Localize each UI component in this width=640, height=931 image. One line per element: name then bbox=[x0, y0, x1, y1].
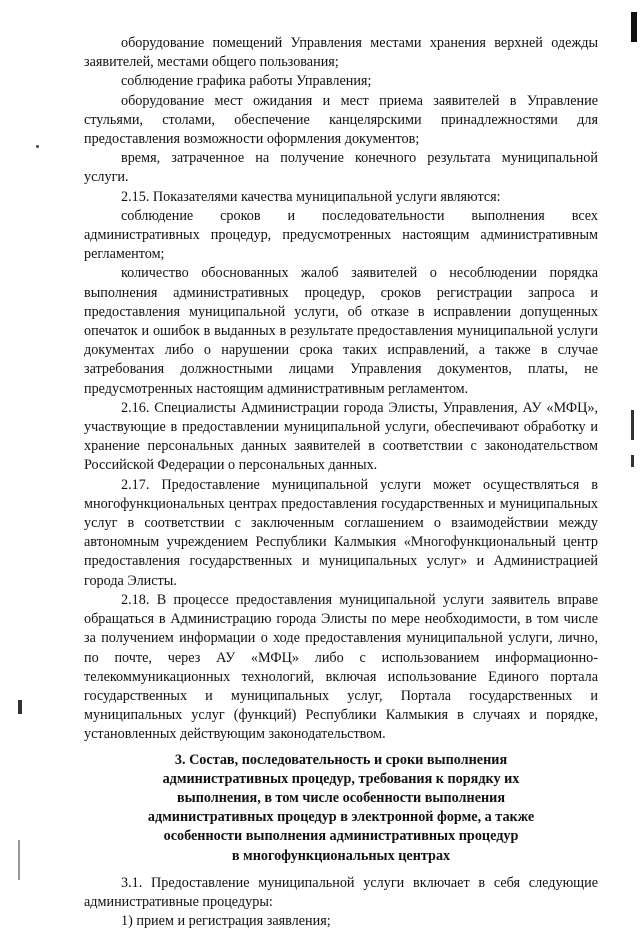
paragraph: время, затраченное на получение конечного результата муниципальной услуги. bbox=[84, 150, 598, 186]
paragraph: соблюдение графика работы Управления; bbox=[121, 73, 372, 90]
scan-speck bbox=[36, 145, 39, 148]
paragraph-group-top bbox=[84, 34, 598, 745]
heading-line: 3. Состав, последовательность и сроки выполнения bbox=[174, 751, 508, 768]
scan-edge-mark bbox=[631, 410, 634, 440]
paragraph: количество обоснованных жалоб заявителей о несоблюдении порядка выполнения административных процедур, сроков регистрации запроса и предоставления муниципальной услуги, об отказе в исправлении допущенных опечаток и ошибок в выданных в результате предоставления муниципальной услуги документах либо о нарушении срока таких исправлений, а также в случае затребования должностными лицами Управления документов, платы, не предусмотренных настоящим административным регламентом. bbox=[84, 265, 598, 397]
paragraph: соблюдение сроков и последовательности выполнения всех административных процедур, предусмотренных настоящим административным регламентом; bbox=[84, 207, 598, 263]
scan-edge-mark bbox=[631, 455, 634, 467]
heading-line: особенности выполнения административных процедур bbox=[163, 828, 519, 845]
paragraph: оборудование мест ожидания и мест приема заявителей в Управление стульями, столами, обеспечение канцелярскими принадлежностями для предоставления возможности оформления документов; bbox=[84, 92, 598, 148]
heading-line: административных процедур в электронной форме, а также bbox=[147, 809, 535, 826]
document-page bbox=[84, 34, 598, 931]
paragraph: 3.1. Предоставление муниципальной услуги включает в себя следующие административные процедуры: bbox=[84, 874, 598, 910]
paragraph: 2.16. Специалисты Администрации города Элисты, Управления, АУ «МФЦ», участвующие в предоставлении муниципальной услуги, обеспечивают обработку и хранение персональных данных заявителей в соответствии с законодательством Российской Федерации о персональных данных. bbox=[84, 399, 598, 474]
section-heading bbox=[84, 751, 598, 866]
paragraph-group-bottom bbox=[84, 874, 598, 931]
heading-line: выполнения, в том числе особенности выполнения bbox=[176, 789, 506, 806]
paragraph: 2.17. Предоставление муниципальной услуги может осуществляться в многофункциональных центрах предоставления государственных и муниципальных услуг в соответствии с заключенным соглашением о взаимодействии между автономным учреждением Республики Калмыкия «Многофункциональный центр предоставления государственных и муниципальных услуг» и Администрацией города Элисты. bbox=[84, 476, 598, 589]
scan-edge-mark bbox=[18, 700, 22, 714]
scan-edge-mark bbox=[18, 840, 20, 880]
heading-line: в многофункциональных центрах bbox=[231, 847, 451, 864]
paragraph: оборудование помещений Управления местами хранения верхней одежды заявителей, местами общего пользования; bbox=[84, 35, 598, 71]
list-item: 1) прием и регистрация заявления; bbox=[121, 913, 331, 930]
scan-edge-mark bbox=[631, 12, 637, 42]
heading-line: административных процедур, требования к порядку их bbox=[162, 770, 520, 787]
paragraph: 2.18. В процессе предоставления муниципальной услуги заявитель вправе обращаться в Администрацию города Элисты по мере необходимости, в том числе за получением информации о ходе предоставления муниципальной услуги, лично, по почте, через АУ «МФЦ» либо с использованием информационно-телекоммуникационных технологий, включая использование Единого портала государственных и муниципальных услуг, Портала государственных и муниципальных услуг (функций) Республики Калмыкия в случаях и порядке, установленных действующим законодательством. bbox=[84, 591, 598, 743]
paragraph: 2.15. Показателями качества муниципальной услуги являются: bbox=[121, 188, 501, 205]
